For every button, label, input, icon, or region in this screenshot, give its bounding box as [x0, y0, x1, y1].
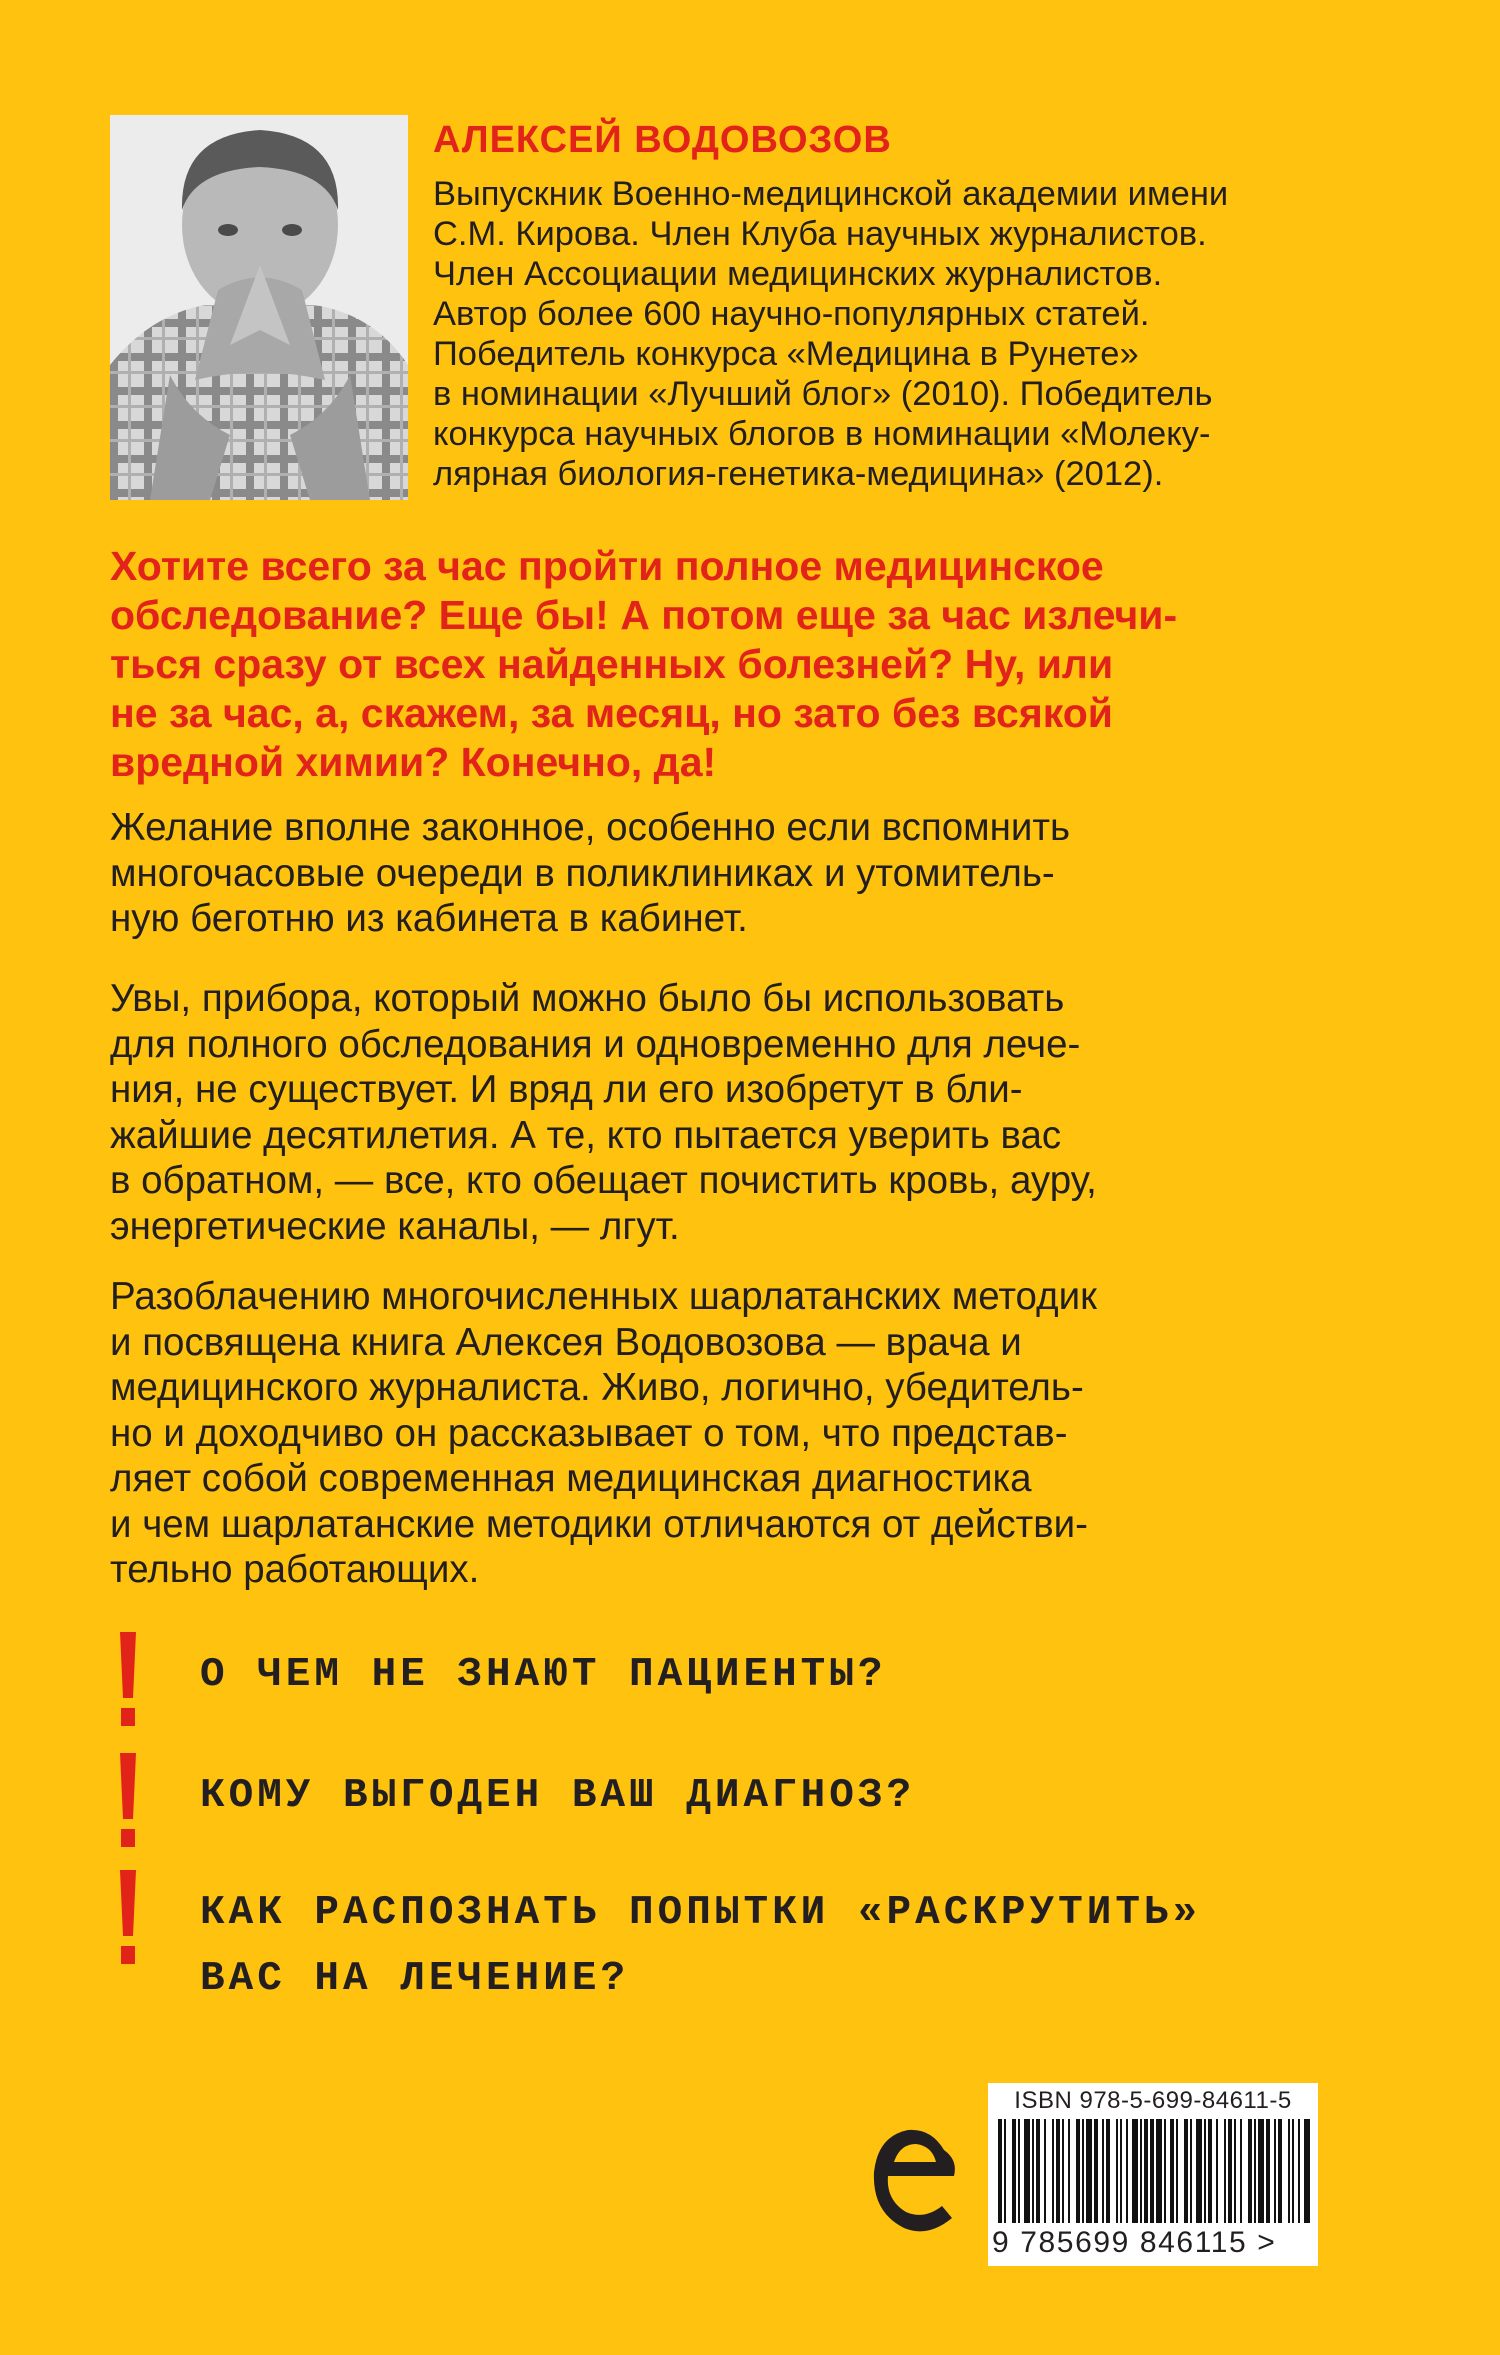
barcode-bar: [1024, 2119, 1030, 2223]
barcode-bar: [1164, 2119, 1166, 2223]
bio-line: лярная биология-генетика-медицина» (2012).: [433, 455, 1164, 493]
paragraph-line: ния, не существует. И вряд ли его изобретут в бли-: [110, 1068, 1023, 1111]
barcode-bar: [1278, 2119, 1282, 2223]
lead-line: обследование? Еще бы! А потом еще за час излечи-: [110, 592, 1178, 638]
paragraph-line: для полного обследования и одновременно для лече-: [110, 1022, 1081, 1066]
barcode-bar: [1004, 2119, 1006, 2223]
question-text: [200, 1763, 915, 1829]
barcode-bar: [1274, 2119, 1276, 2223]
lead-line: вредной химии? Конечно, да!: [110, 739, 717, 785]
barcode-bar: [1304, 2119, 1310, 2223]
question-line: КОМУ ВЫГОДЕН ВАШ ДИАГНОЗ?: [200, 1773, 916, 1819]
paragraph-2: [110, 976, 1430, 1249]
barcode-panel: [988, 2083, 1318, 2266]
eksmo-e-logo: [866, 2120, 966, 2240]
lead-text: [110, 542, 1430, 787]
barcode-bar: [1102, 2119, 1104, 2223]
paragraph-line: в обратном, — все, кто обещает почистить кровь, ауру,: [110, 1159, 1097, 1202]
barcode-bar: [1036, 2119, 1040, 2223]
exclamation-mark-icon: [118, 1753, 138, 1849]
bio-line: в номинации «Лучший блог» (2010). Победитель: [433, 375, 1213, 413]
barcode-bar: [1076, 2119, 1080, 2223]
barcode-bar: [1266, 2119, 1270, 2223]
paragraph-line: энергетические каналы, — лгут.: [110, 1204, 680, 1248]
barcode-bar: [1094, 2119, 1098, 2223]
author-portrait-image: [110, 115, 408, 500]
barcode-bar: [1082, 2119, 1084, 2223]
barcode-bar: [1086, 2119, 1092, 2223]
exclamation-mark-icon: [118, 1870, 138, 1966]
barcode-bars: [994, 2119, 1312, 2223]
barcode-bar: [1234, 2119, 1236, 2223]
paragraph-line: многочасовые очереди в поликлиниках и утомитель-: [110, 851, 1055, 895]
barcode-bar: [1288, 2119, 1290, 2223]
bio-line: Автор более 600 научно-популярных статей.: [433, 295, 1150, 333]
barcode-bar: [1292, 2119, 1294, 2223]
paragraph-line: ляет собой современная медицинская диагностика: [110, 1457, 1032, 1500]
barcode-bar: [1120, 2119, 1122, 2223]
author-bio: [433, 174, 1373, 494]
barcode-bar: [1240, 2119, 1242, 2223]
paragraph-line: жайшие десятилетия. А те, кто пытается уверить вас: [110, 1113, 1062, 1157]
question-line: ВАС НА ЛЕЧЕНИЕ?: [200, 1956, 630, 2002]
barcode-bar: [1176, 2119, 1178, 2223]
barcode-bar: [998, 2119, 1002, 2223]
barcode-bar: [1132, 2119, 1138, 2223]
bio-line: Победитель конкурса «Медицина в Рунете»: [433, 335, 1139, 373]
paragraph-line: и чем шарлатанские методики отличаются от действи-: [110, 1502, 1088, 1546]
barcode-bar: [1258, 2119, 1264, 2223]
paragraph-line: Желание вполне законное, особенно если вспомнить: [110, 806, 1071, 849]
question-line: КАК РАСПОЗНАТЬ ПОПЫТКИ «РАСКРУТИТЬ»: [200, 1890, 1202, 1936]
barcode-bar: [1298, 2119, 1300, 2223]
barcode-digits: 9 785699 846115 >: [992, 2226, 1277, 2259]
barcode-bar: [1032, 2119, 1034, 2223]
paragraph-line: Увы, прибора, который можно было бы использовать: [110, 977, 1065, 1020]
barcode-bar: [1216, 2119, 1218, 2223]
barcode-bar: [1190, 2119, 1192, 2223]
barcode-bar: [1068, 2119, 1070, 2223]
bio-line: Выпускник Военно-медицинской академии имени: [433, 175, 1229, 213]
bio-line: Член Ассоциации медицинских журналистов.: [433, 255, 1163, 293]
author-photo: [110, 115, 408, 500]
barcode-bar: [1144, 2119, 1148, 2223]
barcode-bar: [1224, 2119, 1226, 2223]
bio-line: конкурса научных блогов в номинации «Молеку-: [433, 415, 1211, 453]
paragraph-line: Разоблачению многочисленных шарлатанских методик: [110, 1275, 1097, 1318]
barcode-bar: [1062, 2119, 1064, 2223]
barcode-bar: [1184, 2119, 1188, 2223]
barcode-bar: [1140, 2119, 1142, 2223]
barcode-bar: [1170, 2119, 1174, 2223]
barcode-bar: [1116, 2119, 1118, 2223]
question-line: О ЧЕМ НЕ ЗНАЮТ ПАЦИЕНТЫ?: [200, 1652, 887, 1698]
paragraph-line: но и доходчиво он рассказывает о том, что представ-: [110, 1411, 1068, 1455]
barcode-bar: [1106, 2119, 1110, 2223]
barcode-bar: [1018, 2119, 1020, 2223]
lead-line: ться сразу от всех найденных болезней? Ну, или: [110, 641, 1114, 687]
barcode-bar: [1248, 2119, 1252, 2223]
paragraph-line: ную беготню из кабинета в кабинет.: [110, 897, 748, 940]
isbn-text: ISBN 978-5-699-84611-5: [1014, 2087, 1292, 2114]
barcode-bar: [1052, 2119, 1054, 2223]
lead-line: не за час, а, скажем, за месяц, но зато без всякой: [110, 690, 1113, 736]
paragraph-line: тельно работающих.: [110, 1548, 480, 1591]
exclamation-mark-icon: [118, 1632, 138, 1728]
paragraph-line: медицинского журналиста. Живо, логично, убедитель-: [110, 1366, 1084, 1409]
barcode-bar: [1012, 2119, 1016, 2223]
barcode-bar: [1044, 2119, 1046, 2223]
question-text: [200, 1880, 1201, 2012]
barcode-bar: [1156, 2119, 1162, 2223]
barcode-bar: [1254, 2119, 1256, 2223]
barcode-bar: [1204, 2119, 1206, 2223]
paragraph-1: [110, 805, 1430, 942]
barcode-bar: [1056, 2119, 1060, 2223]
author-name: АЛЕКСЕЙ ВОДОВОЗОВ: [433, 119, 892, 161]
barcode-bar: [1126, 2119, 1128, 2223]
barcode-bar: [1196, 2119, 1202, 2223]
bio-line: С.М. Кирова. Член Клуба научных журналистов.: [433, 215, 1207, 253]
barcode-bar: [1150, 2119, 1154, 2223]
barcode-bar: [1208, 2119, 1212, 2223]
barcode-bar: [1228, 2119, 1232, 2223]
lead-line: Хотите всего за час пройти полное медицинское: [110, 543, 1104, 589]
paragraph-3: [110, 1274, 1430, 1593]
paragraph-line: и посвящена книга Алексея Водовозова — врача и: [110, 1320, 1022, 1364]
question-text: [200, 1642, 887, 1708]
